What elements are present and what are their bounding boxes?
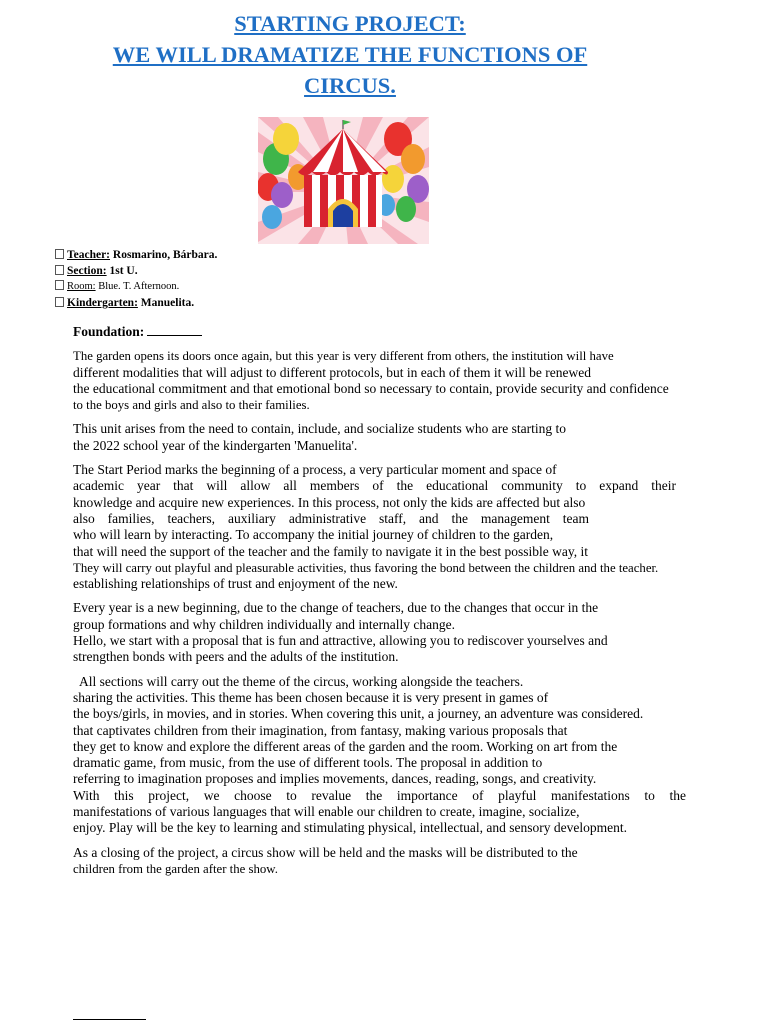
- title-line-3: CIRCUS.: [304, 73, 396, 98]
- text-line: to the boys and girls and also to their families.: [73, 398, 310, 413]
- text-line: also families, teachers, auxiliary administrative staff, and the management team: [73, 510, 589, 526]
- text-line: dramatic game, from music, from the use of different tools. The proposal in addition to: [73, 755, 543, 771]
- text-line: All sections will carry out the theme of the circus, working alongside the teachers.: [73, 673, 524, 689]
- section-row: [55, 263, 217, 279]
- text-line: knowledge and acquire new experiences. In this process, not only the kids are affected but also: [73, 494, 586, 510]
- text-line: children from the garden after the show.: [73, 861, 278, 876]
- title-line-2: WE WILL DRAMATIZE THE FUNCTIONS OF: [112, 42, 588, 67]
- text-line: sharing the activities. This theme has been chosen because it is very present in games of: [73, 689, 549, 705]
- paragraph-6: [73, 845, 728, 878]
- document-body: [73, 324, 728, 885]
- text-line: Every year is a new beginning, due to the change of teachers, due to the changes that occur in the: [73, 600, 599, 616]
- text-line: As a closing of the project, a circus show will be held and the masks will be distributed to the: [73, 844, 578, 860]
- room-row: [55, 279, 217, 295]
- circus-tent-image: [258, 117, 429, 244]
- paragraph-1: [73, 348, 728, 413]
- paragraph-3: [73, 462, 676, 592]
- kindergarten-label: Kindergarten:: [67, 297, 138, 309]
- checkbox-icon: [55, 280, 64, 290]
- text-line: who will learn by interacting. To accompany the initial journey of children to the garden,: [73, 527, 554, 543]
- title-line-1: STARTING PROJECT:: [234, 11, 466, 36]
- heading-underline: [147, 325, 202, 336]
- text-line: the boys/girls, in movies, and in stories. When covering this unit, a journey, an adventure was considered.: [73, 706, 644, 722]
- teacher-row: [55, 247, 217, 263]
- text-line: referring to imagination proposes and implies movements, dances, reading, songs, and creativity.: [73, 771, 597, 787]
- teacher-value: Rosmarino, Bárbara.: [112, 249, 218, 261]
- text-line: strengthen bonds with peers and the adults of the institution.: [73, 649, 399, 665]
- text-line: The Start Period marks the beginning of a process, a very particular moment and space of: [73, 462, 557, 478]
- section-label: Section:: [67, 265, 107, 277]
- paragraph-4: [73, 600, 728, 665]
- checkbox-icon: [55, 297, 64, 307]
- text-line: The garden opens its doors once again, but this year is very different from others, the institution will have: [73, 349, 614, 364]
- foundation-heading: [73, 324, 728, 340]
- kindergarten-row: [55, 295, 217, 311]
- room-label: Room:: [67, 281, 96, 292]
- text-line: enjoy. Play will be the key to learning and stimulating physical, intellectual, and sensory development.: [73, 820, 627, 836]
- text-line: different modalities that will adjust to different protocols, but in each of them it will be renewed: [73, 364, 591, 380]
- text-line: This unit arises from the need to contain, include, and socialize students who are starting to: [73, 421, 566, 437]
- teacher-label: Teacher:: [67, 249, 111, 261]
- text-line: Hello, we start with a proposal that is fun and attractive, allowing you to rediscover yourselves and: [73, 633, 608, 649]
- text-line: they get to know and explore the different areas of the garden and the room. Working on art from the: [73, 738, 618, 754]
- text-line: the educational commitment and that emotional bond so necessary to contain, provide security and confidence: [73, 380, 669, 396]
- foundation-heading-text: Foundation:: [73, 324, 145, 339]
- document-title: [0, 8, 700, 101]
- text-line: They will carry out playful and pleasurable activities, thus favoring the bond between the children and the teacher.: [73, 560, 659, 575]
- text-line: With this project, we choose to revalue the importance of playful manifestations to the: [73, 787, 686, 803]
- text-line: that will need the support of the teacher and the family to navigate it in the best possible way, it: [73, 543, 588, 559]
- text-line: establishing relationships of trust and enjoyment of the new.: [73, 576, 398, 592]
- section-value: 1st U.: [109, 265, 138, 277]
- kindergarten-value: Manuelita.: [140, 297, 195, 309]
- checkbox-icon: [55, 265, 64, 275]
- text-line: that captivates children from their imagination, from fantasy, making various proposals that: [73, 722, 568, 738]
- paragraph-2: [73, 421, 728, 454]
- checkbox-icon: [55, 249, 64, 259]
- footnote-separator: [73, 1019, 146, 1020]
- room-value: Blue. T. Afternoon.: [98, 281, 180, 292]
- paragraph-5: [73, 674, 696, 837]
- text-line: the 2022 school year of the kindergarten 'Manuelita'.: [73, 437, 358, 453]
- text-line: academic year that will allow all members of the educational community to expand their: [73, 478, 676, 494]
- project-info: [55, 247, 217, 311]
- text-line: group formations and why children individually and internally change.: [73, 616, 456, 632]
- text-line: manifestations of various languages that will enable our children to create, imagine, socialize,: [73, 804, 580, 820]
